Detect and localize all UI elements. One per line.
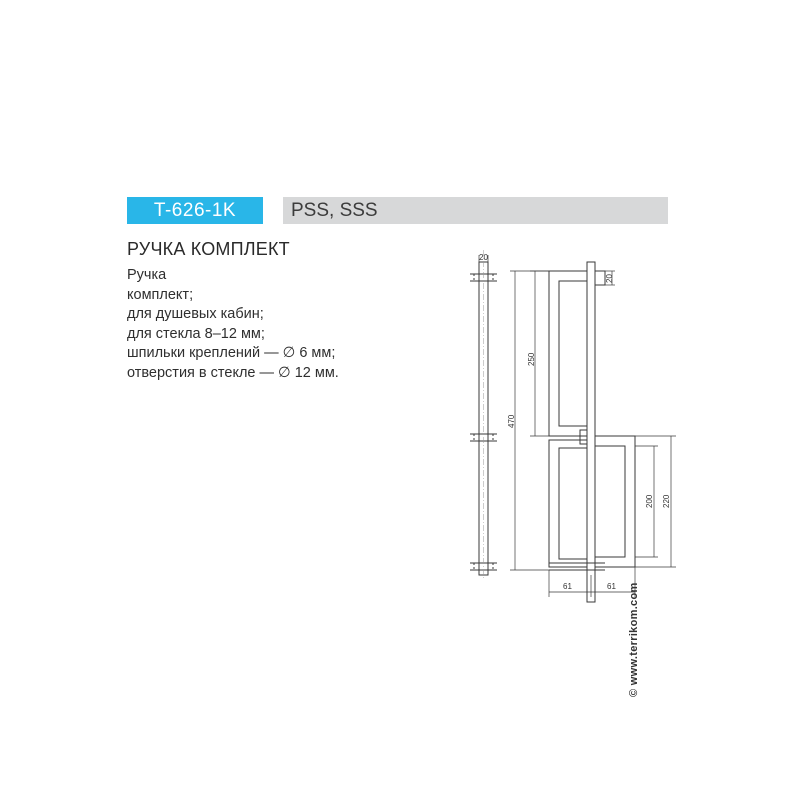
- dim-61-61: [549, 567, 635, 597]
- description-line: комплект;: [127, 286, 194, 303]
- finish-label: PSS, SSS: [291, 199, 378, 221]
- dim-label-bar-width: 20: [479, 253, 488, 262]
- top-knob: [595, 271, 605, 285]
- front-view: [510, 262, 676, 602]
- dim-label-220: 220: [662, 494, 671, 508]
- description-line: для душевых кабин;: [127, 306, 264, 322]
- description-line: Ручка: [127, 267, 167, 283]
- lower-left-handle: [549, 440, 587, 567]
- dim-label-61-right: 61: [607, 582, 616, 591]
- middle-stub: [580, 430, 587, 444]
- product-code: T-626-1K: [153, 199, 237, 221]
- dim-label-200: 200: [645, 494, 654, 508]
- dim-label-knob-width: 20: [605, 274, 614, 283]
- dim-label-61-left: 61: [563, 582, 572, 591]
- upper-handle: [549, 271, 587, 436]
- description-line: отверстия в стекле — ∅ 12 мм.: [127, 364, 339, 381]
- dim-label-470: 470: [507, 414, 516, 428]
- description-line: шпильки креплений — ∅ 6 мм;: [127, 345, 336, 361]
- copyright-watermark: © www.terrikom.com: [628, 582, 640, 697]
- dim-label-250: 250: [527, 352, 536, 366]
- right-handle: [595, 436, 635, 567]
- glass-panel: [587, 262, 595, 602]
- description-line: для стекла 8–12 мм;: [127, 325, 265, 342]
- product-title: РУЧКА КОМПЛЕКТ: [127, 239, 290, 259]
- side-profile-view: [470, 250, 497, 580]
